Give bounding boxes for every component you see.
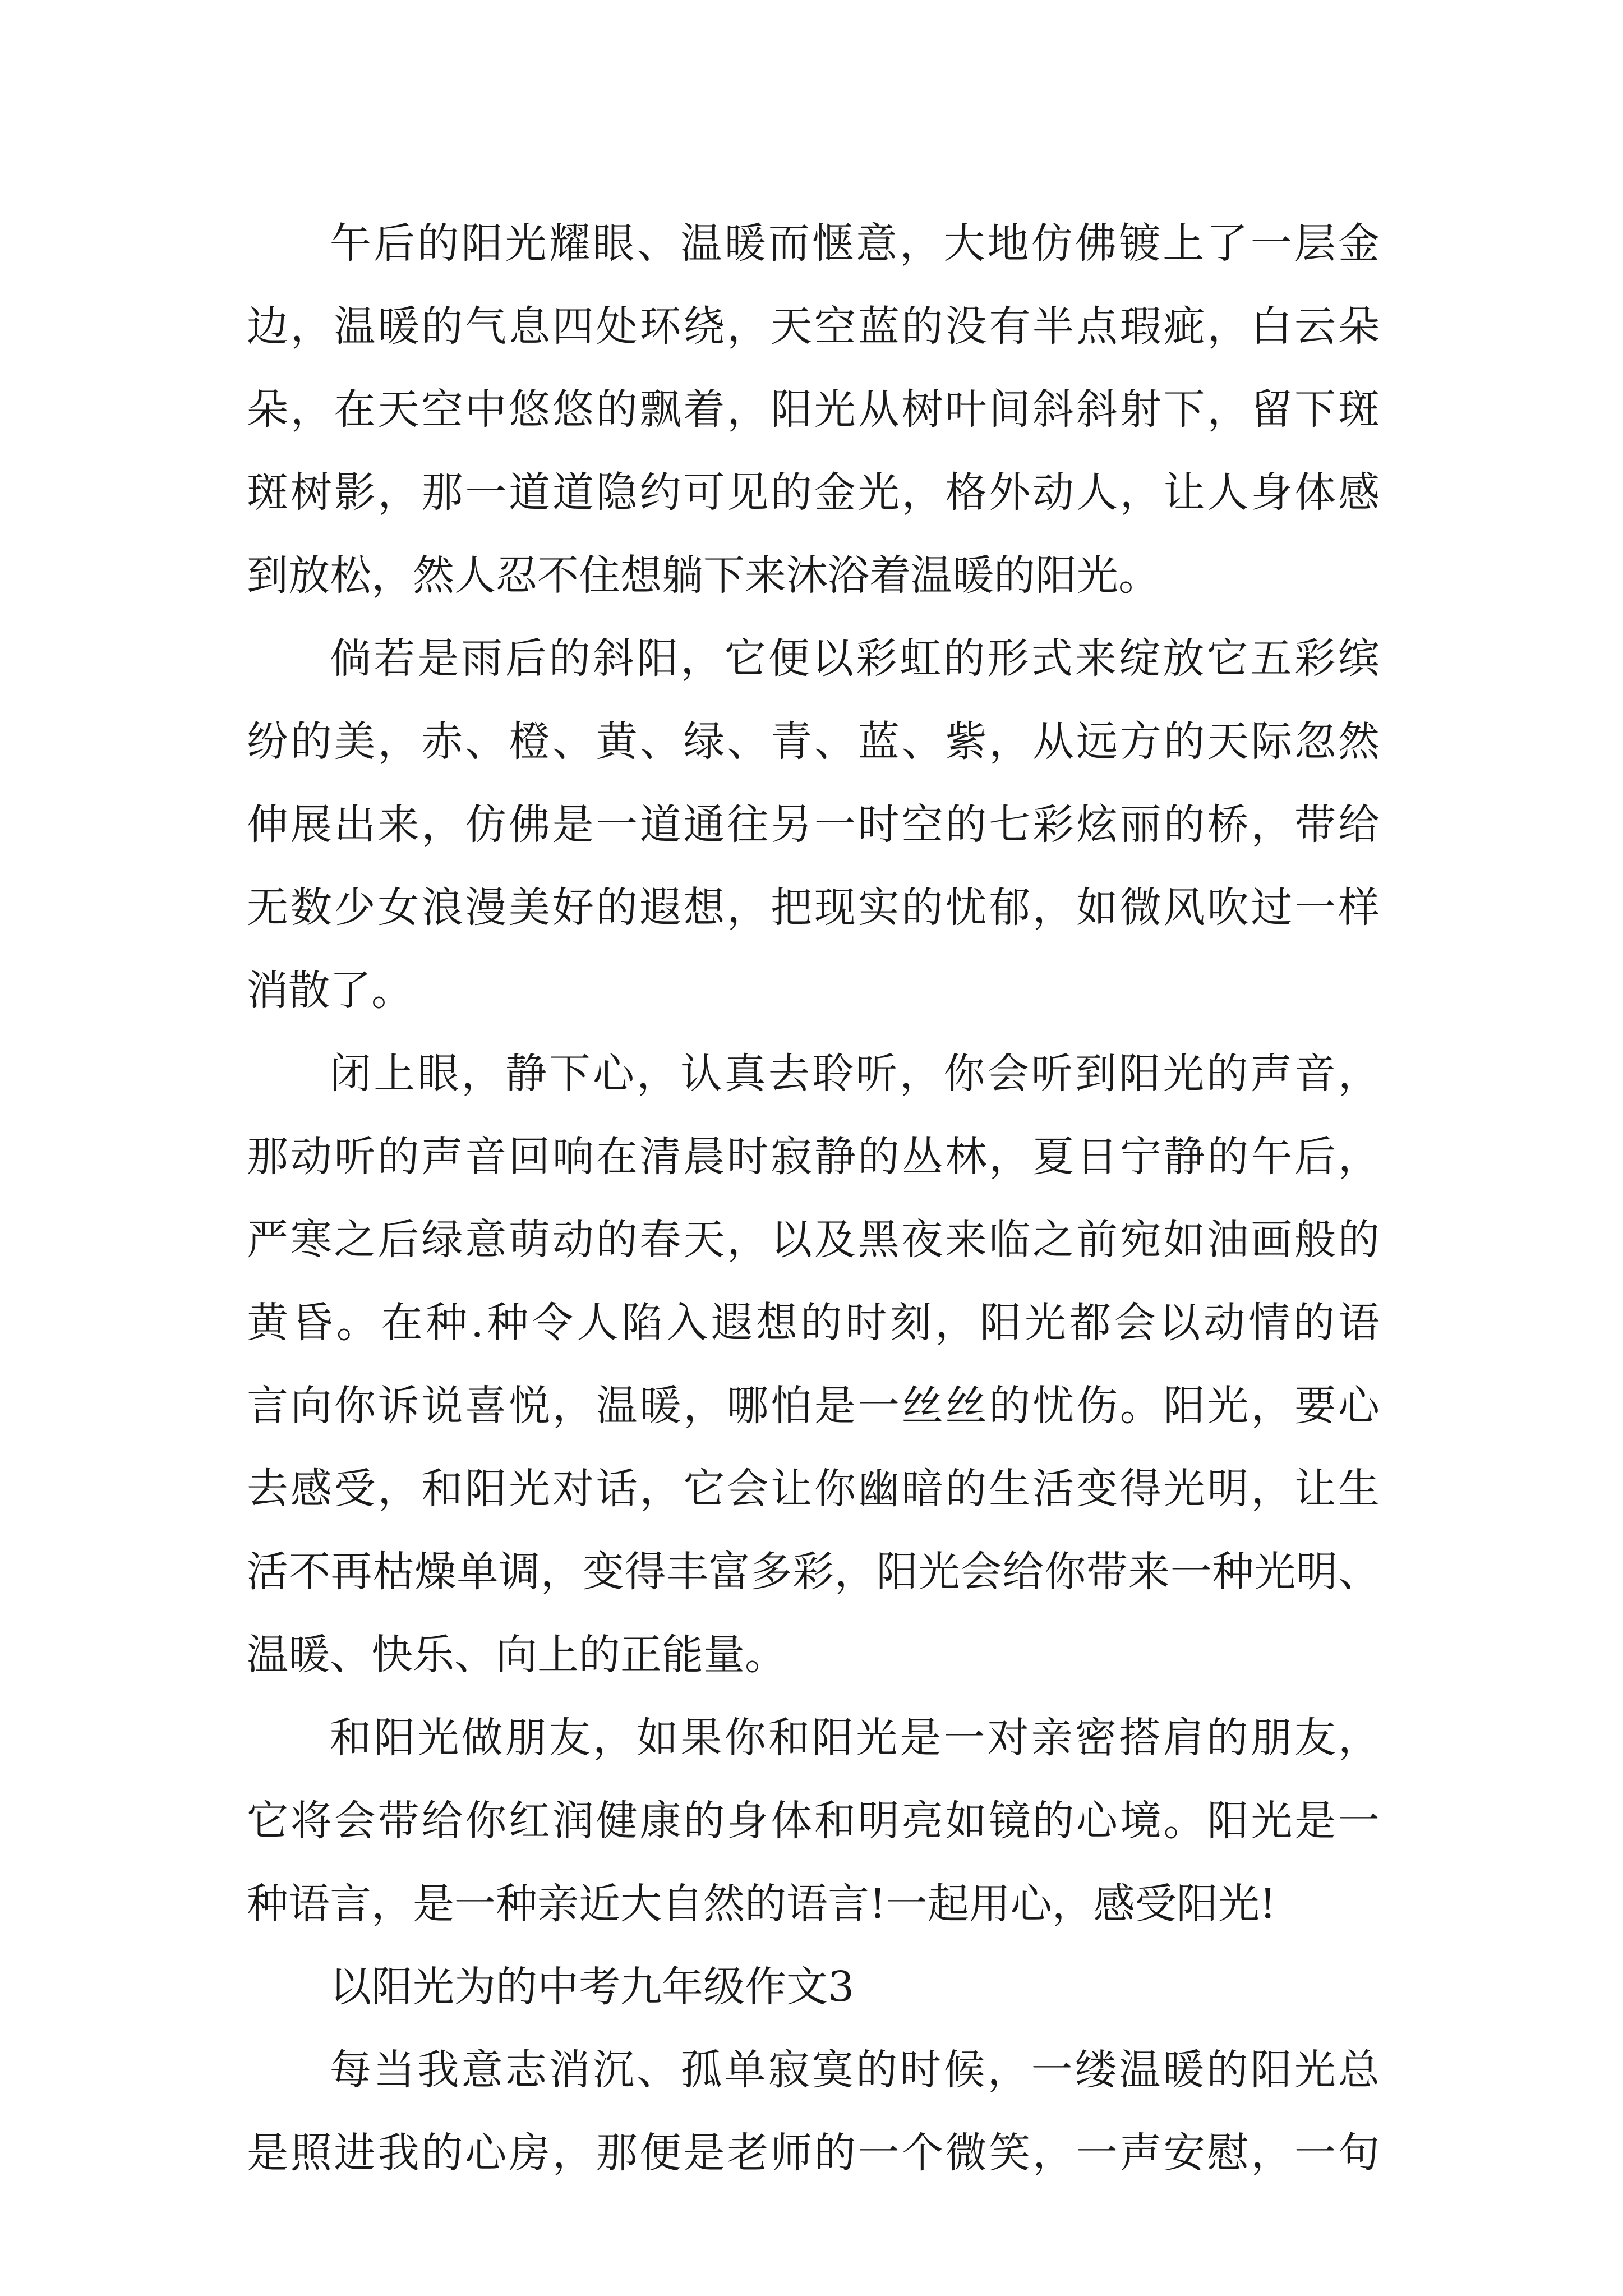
text-line: 活不再枯燥单调，变得丰富多彩，阳光会给你带来一种光明、	[247, 1548, 1380, 1596]
text-line: 黄昏。在种.种令人陷入遐想的时刻，阳光都会以动情的语	[247, 1299, 1380, 1347]
text-line: 温暖、快乐、向上的正能量。	[247, 1631, 786, 1679]
text-line: 和阳光做朋友，如果你和阳光是一对亲密搭肩的朋友，	[330, 1714, 1380, 1762]
text-line: 倘若是雨后的斜阳，它便以彩虹的形式来绽放它五彩缤	[330, 634, 1380, 683]
text-line: 那动听的声音回响在清晨时寂静的丛林，夏日宁静的午后，	[247, 1133, 1380, 1181]
text-line: 朵，在天空中悠悠的飘着，阳光从树叶间斜斜射下，留下斑	[247, 385, 1380, 434]
text-line: 边，温暖的气息四处环绕，天空蓝的没有半点瑕疵，白云朵	[247, 302, 1380, 351]
heading-line: 以阳光为的中考九年级作文3	[330, 1963, 855, 2011]
text-line: 去感受，和阳光对话，它会让你幽暗的生活变得光明，让生	[247, 1465, 1380, 1513]
text-line: 纷的美，赤、橙、黄、绿、青、蓝、紫，从远方的天际忽然	[247, 717, 1380, 766]
text-line: 午后的阳光耀眼、温暖而惬意，大地仿佛镀上了一层金	[330, 219, 1380, 268]
text-line: 言向你诉说喜悦，温暖，哪怕是一丝丝的忧伤。阳光，要心	[247, 1382, 1380, 1430]
document-body	[247, 202, 1380, 2194]
text-line: 种语言，是一种亲近大自然的语言!一起用心，感受阳光!	[247, 1880, 1276, 1928]
text-line: 它将会带给你红润健康的身体和明亮如镜的心境。阳光是一	[247, 1797, 1380, 1845]
text-line: 斑树影，那一道道隐约可见的金光，格外动人，让人身体感	[247, 468, 1380, 517]
text-line: 到放松，然人忍不住想躺下来沐浴着温暖的阳光。	[247, 551, 1160, 600]
text-line: 闭上眼，静下心，认真去聆听，你会听到阳光的声音，	[330, 1050, 1380, 1098]
text-line: 是照进我的心房，那便是老师的一个微笑，一声安慰，一句	[247, 2129, 1380, 2177]
paragraph-1	[247, 202, 1380, 617]
paragraph-6	[247, 2028, 1380, 2194]
text-line: 消散了。	[247, 967, 413, 1015]
text-line: 严寒之后绿意萌动的春天，以及黑夜来临之前宛如油画般的	[247, 1216, 1380, 1264]
text-line: 无数少女浪漫美好的遐想，把现实的忧郁，如微风吹过一样	[247, 884, 1380, 932]
section-heading	[247, 1945, 1380, 2028]
text-line: 每当我意志消沉、孤单寂寞的时候，一缕温暖的阳光总	[330, 2046, 1380, 2094]
text-line: 伸展出来，仿佛是一道通往另一时空的七彩炫丽的桥，带给	[247, 800, 1380, 849]
paragraph-3	[247, 1032, 1380, 1696]
paragraph-4	[247, 1696, 1380, 1945]
paragraph-2	[247, 617, 1380, 1032]
